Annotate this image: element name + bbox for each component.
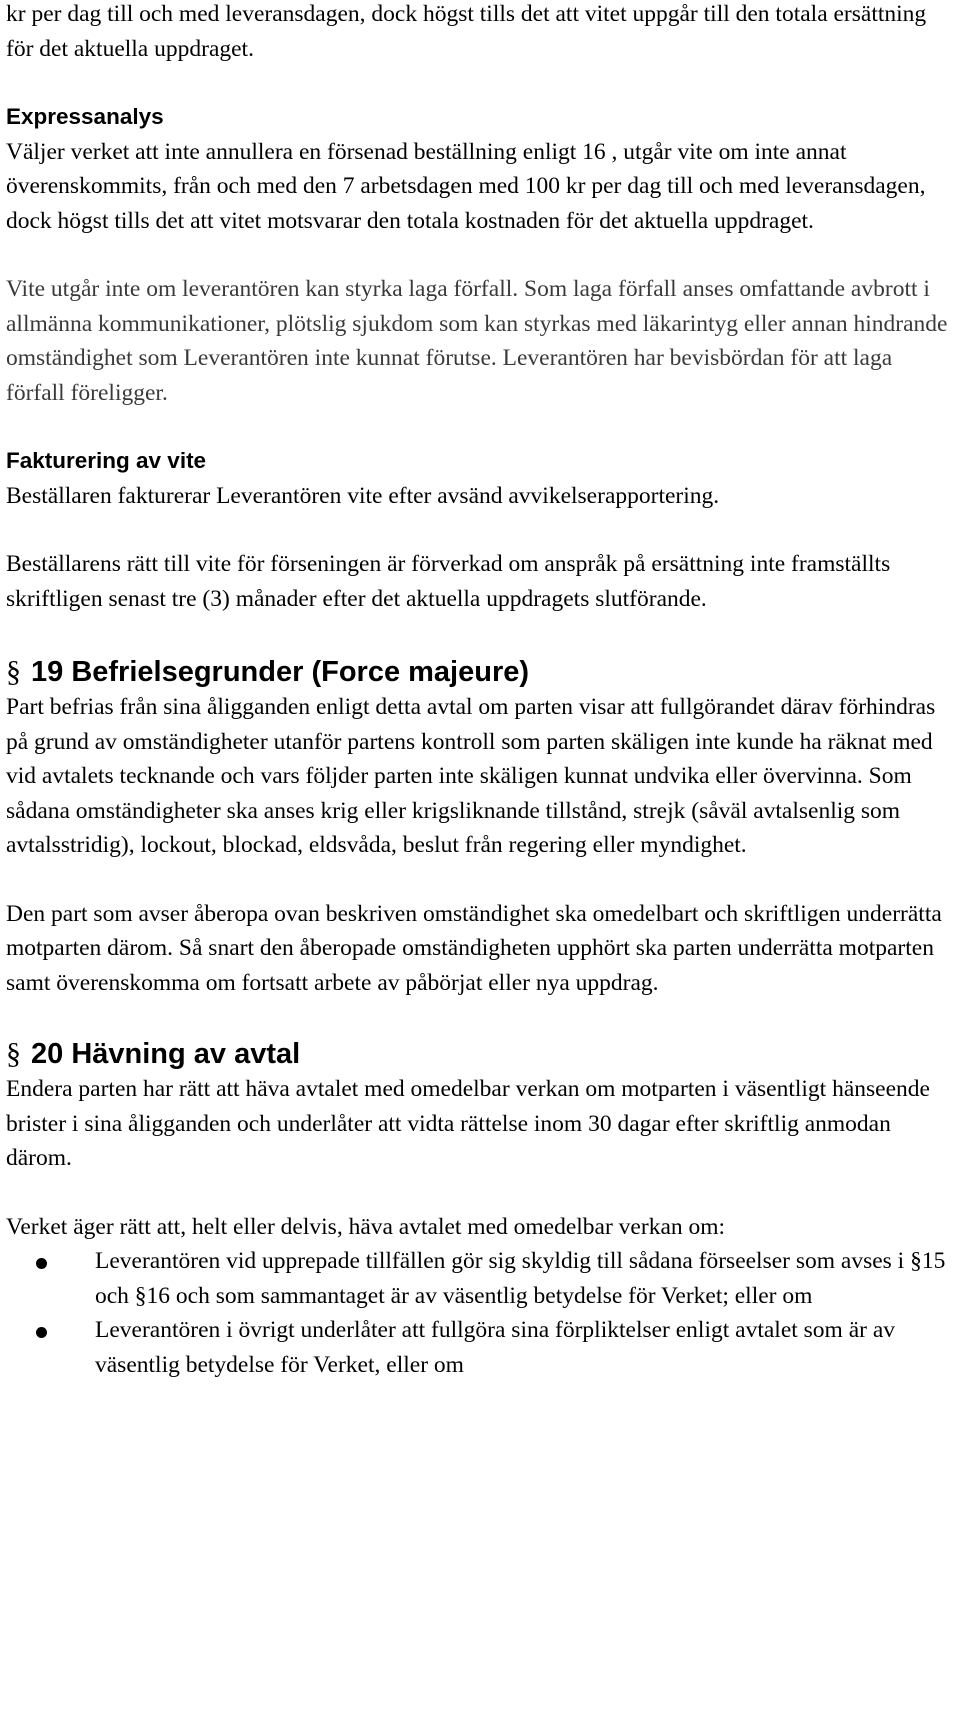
list-item-text: Leverantören vid upprepade tillfällen gör sig skyldig till sådana förseelser som avses i §15 och §16 och som sammantaget är av väsentlig betydelse för Verket; eller om bbox=[95, 1248, 946, 1309]
fakturering-heading: Fakturering av vite bbox=[6, 448, 207, 473]
list-item bbox=[6, 1313, 954, 1382]
section-19 bbox=[6, 654, 954, 1000]
expressanalys-paragraph: Väljer verket att inte annullera en försenad beställning enligt 16 , utgår vite om inte annat överenskommits, från och med den 7 arbetsdagen med 100 kr per dag till och med leveransdagen, dock högst tills det att vitet motsvarar den totala kostnaden för det aktuella uppdraget. bbox=[6, 138, 926, 234]
hävning-bullet-list bbox=[6, 1244, 954, 1382]
fakturering-block bbox=[6, 444, 954, 513]
fakturering-paragraph: Beställaren fakturerar Leverantören vite efter avsänd avvikelserapportering. bbox=[6, 482, 720, 509]
section-20-title: 20 Hävning av avtal bbox=[31, 1038, 301, 1070]
bullet-icon bbox=[36, 1258, 47, 1269]
list-item bbox=[6, 1244, 954, 1313]
expressanalys-block bbox=[6, 100, 954, 238]
list-item-text: Leverantören i övrigt underlåter att fullgöra sina förpliktelser enligt avtalet som är av väsentlig betydelse för Verket, eller om bbox=[95, 1317, 896, 1378]
section-19-heading bbox=[6, 654, 954, 690]
section-19-title: 19 Befrielsegrunder (Force majeure) bbox=[31, 656, 530, 688]
section-20 bbox=[6, 1036, 954, 1382]
intro-paragraph: kr per dag till och med leveransdagen, dock högst tills det att vitet uppgår till den totala ersättning för det aktuella uppdraget. bbox=[6, 1, 927, 62]
section-19-paragraph-2: Den part som avser åberopa ovan beskriven omständighet ska omedelbart och skriftligen underrätta motparten därom. Så snart den åberopade omständigheten upphört ska parten underrätta motparten samt överenskomma om fortsatt arbete av påbörjat eller nya uppdrag. bbox=[6, 900, 942, 996]
section-sign-icon: § bbox=[6, 1037, 21, 1070]
bullet-icon bbox=[36, 1327, 47, 1338]
claim-paragraph: Beställarens rätt till vite för förseningen är förverkad om anspråk på ersättning inte framställts skriftligen senast tre (3) månader efter det aktuella uppdragets slutförande. bbox=[6, 551, 891, 612]
section-19-paragraph-1: Part befrias från sina åligganden enligt detta avtal om parten visar att fullgörandet därav förhindras på grund av omständigheter utanför partens kontroll som parten skäligen inte kunde ha räknat med vid avtalets tecknande och vars följder parten inte skäligen kunnat undvika eller övervinna. Som sådana omständigheter ska anses krig eller krigsliknande tillstånd, strejk (såväl avtalsenlig som avtalsstridig), lockout, blockad, eldsvåda, beslut från regering eller myndighet. bbox=[6, 694, 936, 858]
section-20-heading bbox=[6, 1036, 954, 1072]
section-20-paragraph-2: Verket äger rätt att, helt eller delvis, häva avtalet med omedelbar verkan om: bbox=[6, 1213, 726, 1240]
section-20-paragraph-1: Endera parten har rätt att häva avtalet med omedelbar verkan om motparten i väsentligt hänseende brister i sina åligganden och underlåter att vidta rättelse inom 30 dagar efter skriftlig anmodan därom. bbox=[6, 1076, 930, 1171]
laga-forfall-paragraph: Vite utgår inte om leverantören kan styrka laga förfall. Som laga förfall anses omfattande avbrott i allmänna kommunikationer, plötslig sjukdom som kan styrkas med läkarintyg eller annan hindrande omständighet som Leverantören inte kunnat förutse. Leverantören har bevisbördan för att laga förfall föreligger. bbox=[6, 276, 948, 406]
expressanalys-heading: Expressanalys bbox=[6, 104, 164, 129]
section-sign-icon: § bbox=[6, 655, 21, 688]
